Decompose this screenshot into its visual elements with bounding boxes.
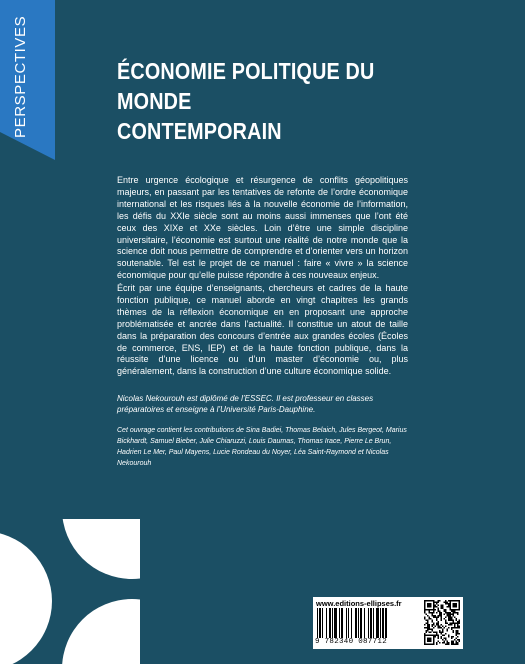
contributors-note: Cet ouvrage contient les contributions de Sina Badiei, Thomas Belaich, Jules Bergeot, Marius Bickhardt, Samuel Bieber, Julie Chiaruzzi, Louis Daumas, Thomas Irace, Pierre Le Brun, Hadrien Le Mer, Paul Mayens, Lucie Rondeau du Noyer, Léa Saint-Raymond et Nicolas Nekourouh — [117, 427, 407, 467]
summary-paragraph-2: Écrit par une équipe d’enseignants, chercheurs et cadres de la haute fonction publique, ce manuel aborde en vingt chapitres les grands thèmes de la réflexion économique en en proposant une approche problématisée et ancrée dans l’actualité. Il constitue un atout de taille dans la préparation des concours d’entrée aux grandes écoles (Écoles de commerce, ENS, IEP) et de la haute fonction publique, dans la réussite d’une licence ou d’un master d’économie ou, plus généralement, dans la construction d’une culture économique solide. — [117, 283, 408, 377]
isbn-barcode — [316, 608, 420, 638]
barcode-panel — [313, 597, 463, 649]
summary-paragraph-1: Entre urgence écologique et résurgence de conflits géopolitiques majeurs, en passant par les tentatives de refonte de l’ordre économique international et les risques liés à la nouvelle économie de l’information, les défis du XXIe siècle sont au moins aussi immenses que l’ont été ceux des XIXe et XXe siècles. Loin d’être une simple discipline universitaire, l’économie est surtout une réalité de notre monde que la science doit nous permettre de comprendre et d’orienter vers un horizon soutenable. Tel est le projet de ce manuel : faire « vivre » la science économique pour qu’elle puisse répondre à ces nouveaux enjeux. — [117, 175, 408, 281]
isbn-digits: 9 782340 087712 — [315, 638, 388, 646]
title-line-2: CONTEMPORAIN — [117, 118, 282, 144]
book-title — [117, 56, 444, 146]
series-label: PERSPECTIVES — [12, 15, 29, 138]
author-note: Nicolas Nekourouh est diplômé de l’ESSEC. Il est professeur en classes préparatoires et enseigne à l’Université Paris-Dauphine. — [117, 394, 374, 414]
publisher-website: www.editions-ellipses.fr — [316, 599, 402, 608]
title-line-1: ÉCONOMIE POLITIQUE DU MONDE — [117, 58, 375, 114]
decorative-circles — [0, 519, 140, 664]
qr-code-icon — [424, 600, 460, 646]
